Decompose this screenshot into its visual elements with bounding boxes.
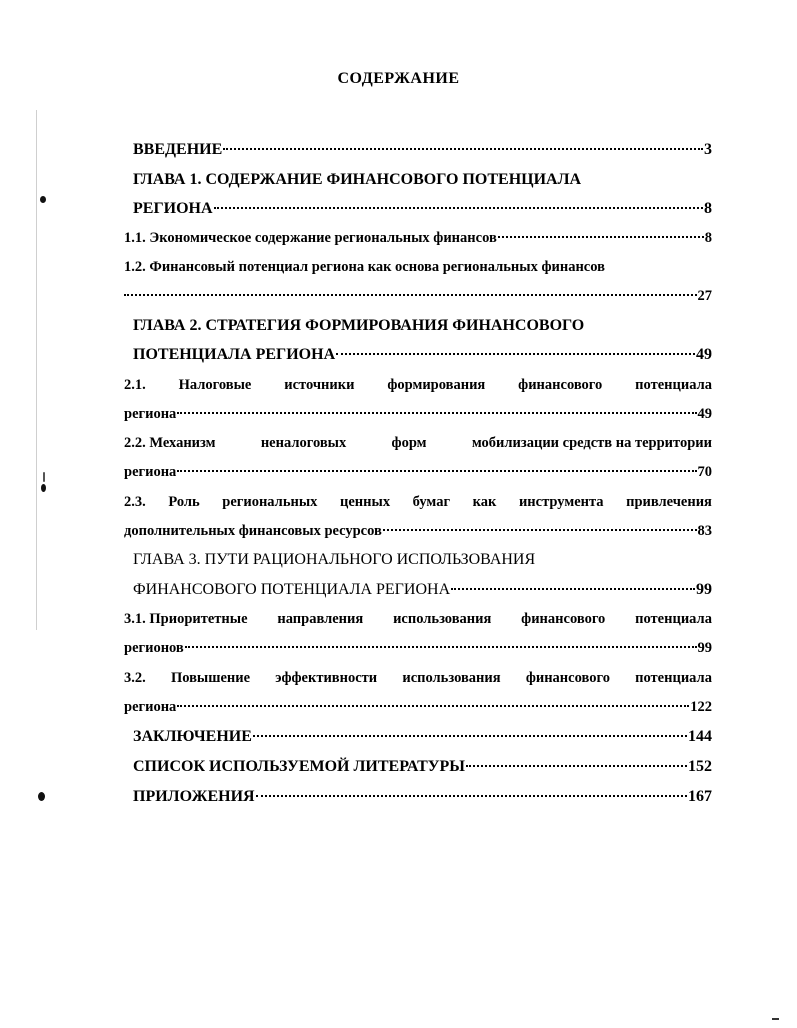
leader-dots (124, 294, 697, 296)
toc-entry-chapter3[interactable]: ФИНАНСОВОГО ПОТЕНЦИАЛА РЕГИОНА 99 (133, 581, 712, 598)
leader-dots (336, 353, 695, 355)
leader-dots (177, 705, 689, 707)
scan-edge-line (36, 110, 37, 630)
toc-entry-section-3-2-title[interactable]: 3.2. Повышение эффективности использования финансового потенциала (124, 670, 712, 686)
toc-entry-section-2-1[interactable]: региона 49 (124, 406, 712, 422)
leader-dots (498, 236, 704, 238)
toc-entry-section-2-3[interactable]: дополнительных финансовых ресурсов 83 (124, 523, 712, 539)
toc-entry-references[interactable]: СПИСОК ИСПОЛЬЗУЕМОЙ ЛИТЕРАТУРЫ 152 (133, 758, 712, 775)
leader-dots (177, 470, 696, 472)
toc-entry-chapter2[interactable]: ПОТЕНЦИАЛА РЕГИОНА 49 (133, 346, 712, 363)
leader-dots (466, 765, 687, 767)
toc-entry-section-2-3-title[interactable]: 2.3. Роль региональных ценных бумаг как инструмента привлечения (124, 494, 712, 510)
scan-artifact (43, 472, 45, 482)
toc-entry-section-3-2[interactable]: региона 122 (124, 699, 712, 715)
toc-entry-chapter1-title[interactable]: ГЛАВА 1. СОДЕРЖАНИЕ ФИНАНСОВОГО ПОТЕНЦИАЛА (133, 171, 582, 188)
scan-artifact (772, 1018, 779, 1020)
toc-entry-section-1-1[interactable]: 1.1. Экономическое содержание региональных финансов 8 (124, 230, 712, 246)
binding-hole-mark (38, 792, 45, 801)
toc-entry-section-2-2-title[interactable]: 2.2. Механизм неналоговых форм мобилизации средств на территории (124, 435, 712, 451)
page-title: СОДЕРЖАНИЕ (337, 70, 460, 87)
leader-dots (185, 646, 697, 648)
leader-dots (256, 795, 687, 797)
binding-hole-mark (40, 196, 46, 203)
toc-entry-conclusion[interactable]: ЗАКЛЮЧЕНИЕ 144 (133, 728, 712, 745)
toc-entry-section-1-2[interactable]: 27 (124, 285, 712, 307)
toc-entry-intro[interactable]: ВВЕДЕНИЕ 3 (133, 141, 712, 158)
leader-dots (223, 148, 703, 150)
toc-entry-section-1-2-title[interactable]: 1.2. Финансовый потенциал региона как основа региональных финансов (124, 259, 605, 275)
binding-hole-mark (41, 484, 46, 492)
leader-dots (383, 529, 697, 531)
toc-entry-section-2-1-title[interactable]: 2.1. Налоговые источники формирования финансового потенциала (124, 377, 712, 393)
toc-entry-section-3-1[interactable]: регионов 99 (124, 640, 712, 656)
toc-entry-chapter3-title[interactable]: ГЛАВА 3. ПУТИ РАЦИОНАЛЬНОГО ИСПОЛЬЗОВАНИЯ (133, 551, 536, 568)
leader-dots (214, 207, 703, 209)
toc-entry-section-2-2[interactable]: региона 70 (124, 464, 712, 480)
toc-entry-chapter1[interactable]: РЕГИОНА 8 (133, 200, 712, 217)
leader-dots (177, 412, 696, 414)
toc-entry-chapter2-title[interactable]: ГЛАВА 2. СТРАТЕГИЯ ФОРМИРОВАНИЯ ФИНАНСОВОГО (133, 317, 585, 334)
leader-dots (451, 588, 695, 590)
toc-entry-section-3-1-title[interactable]: 3.1. Приоритетные направления использования финансового потенциала (124, 611, 712, 627)
toc-entry-appendix[interactable]: ПРИЛОЖЕНИЯ 167 (133, 788, 712, 805)
leader-dots (253, 735, 687, 737)
